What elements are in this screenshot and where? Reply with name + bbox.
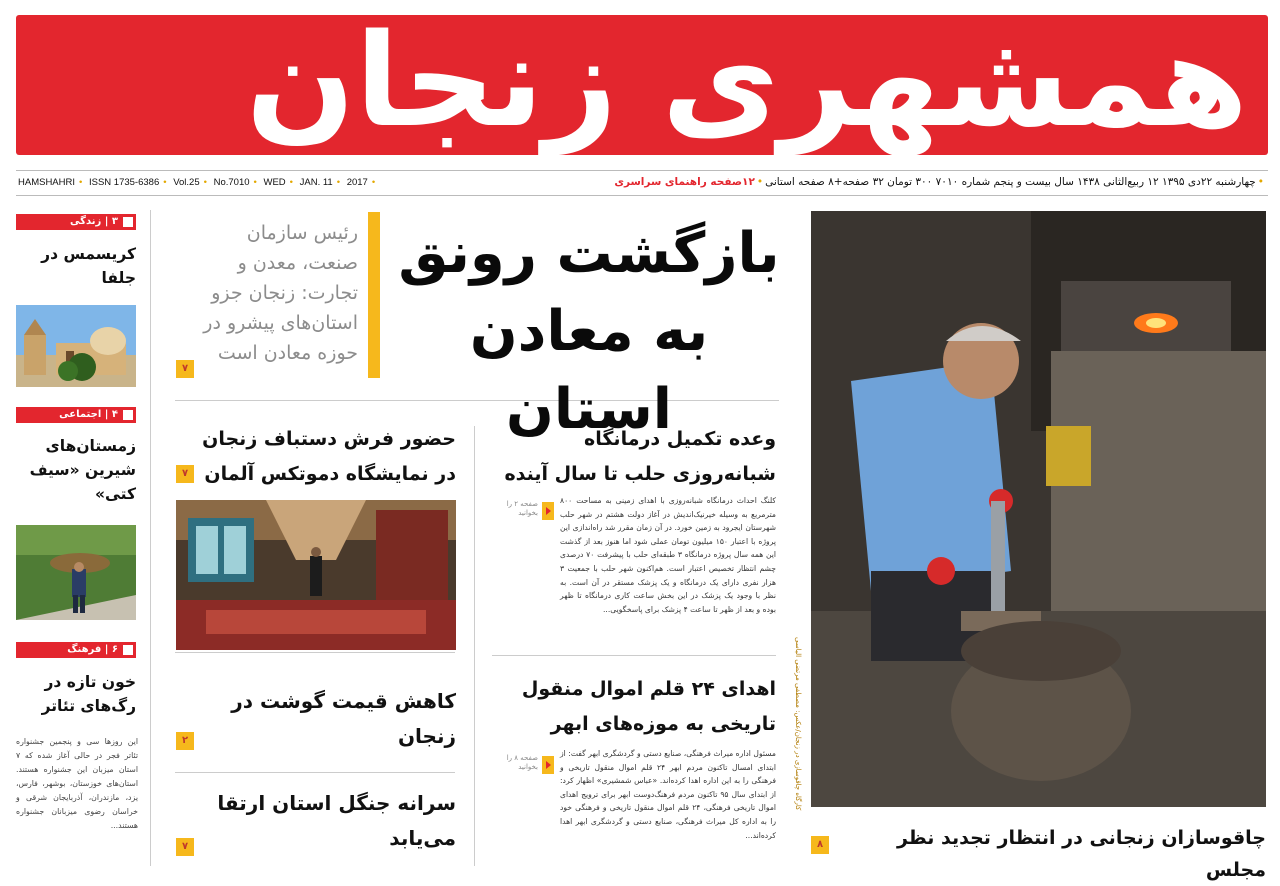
carpet-market-photo[interactable]: [176, 500, 456, 650]
column-divider: [150, 210, 151, 866]
page-number-badge[interactable]: ۷: [176, 360, 194, 378]
photo-caption[interactable]: چاقوسازان زنجانی در انتظار تجدید نظر مجلس: [896, 827, 1266, 881]
story-title-forest[interactable]: سرانه جنگل استان ارتقا می‌یابد: [217, 791, 456, 850]
blacksmith-photo[interactable]: [811, 211, 1266, 807]
teaser-title-winter[interactable]: زمستان‌های شیرین «سیف کتی»: [29, 437, 136, 503]
story-body-clinic: کلنگ احداث درمانگاه شبانه‌روزی با اهدای زمینی به مساحت ۸۰۰ مترمربع به وسیله خیرنیک‌اندیش در آغاز دولت هشتم در شهر حلب شهرستان ایجرود به زمین خورد. در آن زمان مقرر شد راه‌اندازی این پروژه با اعتبار ۱۵۰ میلیون تومان عملی شود اما هنوز بعد از گذشت این همه سال پروژه درمانگاه ۳ طبقه‌ای حلب با پیشرفت ۷۰ درصدی چشم انتظار تخصیص اعتبار است. هم‌اکنون شهر حلب با جمعیت ۳ هزار نفری دارای یک درمانگاه و یک پزشک مستقر در آن است. به نظر با وجود یک پزشک در این بخش ساعت کاری درمانگاه تا ظهر بوده و بعد از ظهر تا ساعت ۴ پزشک برای پاسخگویی...: [560, 496, 776, 614]
see-page-ref[interactable]: صفحه ۲ را بخوانید: [492, 498, 554, 524]
page-number-badge[interactable]: ۷: [176, 465, 194, 483]
main-headline[interactable]: بازگشت رونق به معادن استان: [398, 221, 780, 442]
page-number-badge[interactable]: ۸: [811, 836, 829, 854]
page-number-badge[interactable]: ۲: [176, 732, 194, 750]
section-label-social[interactable]: ۴ | اجتماعی: [16, 407, 136, 423]
church-photo[interactable]: [16, 305, 136, 387]
section-label-culture[interactable]: ۶ | فرهنگ: [16, 642, 136, 658]
story-body-museum: مسئول اداره میراث فرهنگی، صنایع دستی و گردشگری ابهر گفت: از ابتدای امسال تاکنون مردم ابهر ۲۴ قلم اموال منقول تاریخی و فرهنگی را به این اداره اهدا کرده‌اند. «عباس شمشیری» اظهار کرد: از ابتدای سال ۹۵ تاکنون مردم فرهنگ‌دوست ابهر برای ترویج اهدای اموال تاریخی فرهنگی، ۲۴ قلم اموال منقول تاریخی و فرهنگی خود را به اداره کل میراث فرهنگی، صنایع دستی و گردشگری ابهر اهدا کرده‌اند...: [560, 749, 776, 840]
row-divider: [175, 772, 455, 773]
section-label-life[interactable]: ۳ | زندگی: [16, 214, 136, 230]
teaser-title-christmas[interactable]: کریسمس در جلفا: [41, 245, 136, 287]
story-title-meat[interactable]: کاهش قیمت گوشت در زنجان: [231, 689, 456, 748]
photo-credit: کارگاه چاقوسازی در زنجان/عکس: مصطفی مرتضی الیاسی: [794, 636, 802, 810]
see-page-ref[interactable]: صفحه ۸ را بخوانید: [492, 752, 554, 778]
story-title-clinic[interactable]: وعده تکمیل درمانگاه شبانه‌روزی حلب تا سال آینده: [504, 428, 776, 485]
column-divider: [474, 426, 475, 866]
accent-bar: [368, 212, 380, 378]
teaser-body-theatre: این روزها سی و پنجمین جشنواره تئاتر فجر در حالی آغاز شده که ۷ استان میزبان این جشنواره هستند. استان‌های خوزستان، بوشهر، فارس، یزد، مازندران، آذربایجان شرقی و خراسان رضوی میزبانان جشنواره هستند...: [16, 737, 138, 830]
sub-lead: رئیس سازمان صنعت، معدن و تجارت: زنجان جزو استان‌های پیشرو در حوزه معادن است: [203, 222, 358, 364]
issue-info-persian: •چهارشنبه ۲۲دی ۱۳۹۵ ۱۲ ربیع‌الثانی ۱۴۳۸ سال بیست و پنجم شماره ۷۰۱۰ ۳۰۰ تومان ۳۲ صفحه+۸ صفحه استانی•۱۲صفحه راهنمای سراسری: [614, 176, 1264, 188]
page-number-badge[interactable]: ۷: [176, 838, 194, 856]
issue-info-strip: [16, 170, 1268, 196]
issue-info-english: HAMSHAHRI • ISSN 1735-6386 • Vol.25 • No.7010 • WED • JAN. 11 • 2017 •: [18, 177, 376, 188]
newspaper-logo: همشهری زنجان: [245, 7, 1248, 156]
masthead: [16, 7, 1268, 156]
villager-photo[interactable]: [16, 525, 136, 620]
story-title-carpet[interactable]: حضور فرش دستباف زنجان در نمایشگاه دموتکس آلمان: [202, 428, 456, 485]
row-divider: [492, 655, 776, 656]
row-divider: [175, 652, 455, 653]
teaser-title-theatre[interactable]: خون تازه در رگ‌های تئاتر: [41, 673, 136, 715]
story-title-museum[interactable]: اهدای ۲۴ قلم اموال منقول تاریخی به موزه‌های ابهر: [521, 678, 776, 735]
